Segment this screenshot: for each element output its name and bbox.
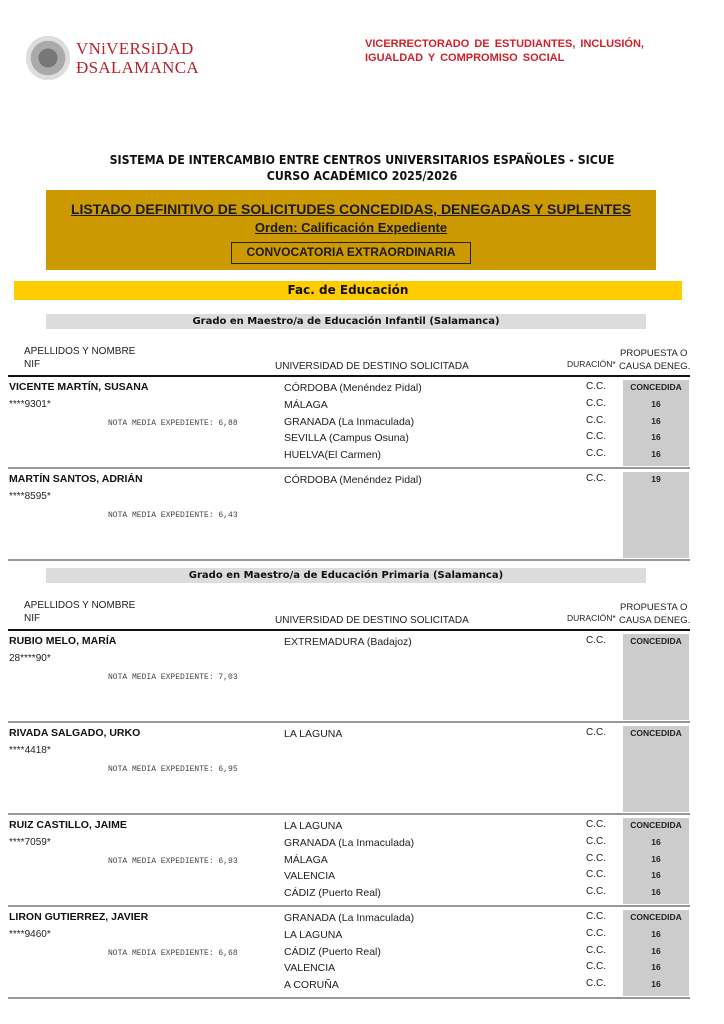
- university-seal-icon: [26, 36, 70, 80]
- vicerrectorado-line-1: VICERRECTORADO DE ESTUDIANTES, INCLUSIÓN,: [365, 38, 644, 50]
- destination-name: LA LAGUNA: [284, 820, 343, 832]
- destination-name: GRANADA (La Inmaculada): [284, 912, 415, 924]
- destination-name: SEVILLA (Campus Osuna): [284, 432, 409, 445]
- course-title: CURSO ACADÉMICO 2025/2026: [266, 169, 458, 183]
- destination-name: MÁLAGA: [284, 398, 328, 411]
- nota-media: NOTA MEDIA EXPEDIENTE: 6,43: [108, 511, 238, 520]
- proposal-result: 16: [651, 870, 661, 881]
- column-header-destination: UNIVERSIDAD DE DESTINO SOLICITADA: [275, 615, 469, 626]
- proposal-result: CONCEDIDA: [630, 820, 682, 830]
- logo-line-2: ÐSALAMANCA: [76, 58, 199, 77]
- column-header-destination: UNIVERSIDAD DE DESTINO SOLICITADA: [275, 361, 469, 372]
- proposal-result: CONCEDIDA: [630, 728, 682, 738]
- duration-value: C.C.: [586, 414, 606, 426]
- proposal-result: 16: [651, 432, 661, 443]
- student-name: LIRON GUTIERREZ, JAVIER: [9, 911, 149, 923]
- orden-subtitle: Orden: Calificación Expediente: [254, 220, 448, 235]
- degree-header: Grado en Maestro/a de Educación Infantil (Salamanca): [46, 314, 646, 329]
- proposal-result: 16: [651, 979, 661, 990]
- logo-line-1: VNiVERSiDAD: [76, 39, 194, 58]
- row-divider: [8, 905, 690, 907]
- proposal-result: 16: [651, 928, 661, 939]
- header-divider: [8, 629, 690, 631]
- listado-title: LISTADO DEFINITIVO DE SOLICITUDES CONCEDIDAS, DENEGADAS Y SUPLENTES: [70, 201, 632, 217]
- destination-name: VALENCIA: [284, 870, 336, 883]
- duration-value: C.C.: [586, 852, 606, 864]
- duration-value: C.C.: [586, 381, 606, 392]
- header-divider: [8, 375, 690, 377]
- destination-name: HUELVA(El Carmen): [284, 449, 382, 462]
- student-nif: ****4418*: [9, 745, 51, 756]
- column-header-proposal-2: CAUSA DENEG.: [619, 361, 691, 372]
- student-nif: ****9301*: [9, 399, 51, 410]
- destination-name: CÓRDOBA (Menéndez Pidal): [284, 382, 422, 394]
- nota-media: NOTA MEDIA EXPEDIENTE: 6,95: [108, 765, 238, 774]
- duration-value: C.C.: [586, 835, 606, 847]
- university-name: [76, 39, 199, 77]
- destination-name: GRANADA (La Inmaculada): [284, 415, 415, 428]
- proposal-result: 16: [651, 836, 661, 847]
- destination-name: GRANADA (La Inmaculada): [284, 836, 415, 849]
- proposal-result: 16: [651, 887, 661, 898]
- row-divider: [8, 559, 690, 561]
- row-divider: [8, 721, 690, 723]
- vicerrectorado-line-2: IGUALDAD Y COMPROMISO SOCIAL: [365, 52, 565, 64]
- row-divider: [8, 997, 690, 999]
- proposal-result: 16: [651, 449, 661, 460]
- destination-name: VALENCIA: [284, 962, 336, 975]
- destination-name: CÁDIZ (Puerto Real): [284, 945, 381, 958]
- destination-name: LA LAGUNA: [284, 728, 343, 740]
- student-name: RUIZ CASTILLO, JAIME: [9, 819, 127, 831]
- system-title: SISTEMA DE INTERCAMBIO ENTRE CENTROS UNIVERSITARIOS ESPAÑOLES - SICUE: [109, 153, 615, 167]
- destination-name: A CORUÑA: [284, 979, 339, 992]
- proposal-result: 16: [651, 853, 661, 864]
- duration-value: C.C.: [586, 635, 606, 646]
- proposal-result: 16: [651, 945, 661, 956]
- vicerrectorado-heading: [365, 37, 644, 65]
- duration-value: C.C.: [586, 961, 606, 973]
- proposal-result: CONCEDIDA: [630, 382, 682, 392]
- proposal-result: 16: [651, 398, 661, 409]
- duration-value: C.C.: [586, 869, 606, 881]
- student-name: RIVADA SALGADO, URKO: [9, 727, 141, 739]
- nota-media: NOTA MEDIA EXPEDIENTE: 6,93: [108, 857, 238, 866]
- column-header-nif: NIF: [24, 613, 41, 624]
- destination-name: LA LAGUNA: [284, 928, 343, 941]
- nota-media: NOTA MEDIA EXPEDIENTE: 7,03: [108, 673, 238, 682]
- nota-media: NOTA MEDIA EXPEDIENTE: 6,68: [108, 949, 238, 958]
- destination-name: EXTREMADURA (Badajoz): [284, 636, 412, 648]
- duration-value: C.C.: [586, 911, 606, 922]
- student-name: VICENTE MARTÍN, SUSANA: [9, 381, 149, 393]
- proposal-result: CONCEDIDA: [630, 912, 682, 922]
- duration-value: C.C.: [586, 927, 606, 939]
- duration-value: C.C.: [586, 886, 606, 898]
- proposal-result: 19: [651, 474, 661, 484]
- duration-value: C.C.: [586, 944, 606, 956]
- row-divider: [8, 813, 690, 815]
- student-nif: ****8595*: [9, 491, 51, 502]
- proposal-result: 16: [651, 415, 661, 426]
- student-nif: 28****90*: [9, 653, 51, 664]
- column-header-name: APELLIDOS Y NOMBRE: [24, 346, 136, 357]
- duration-value: C.C.: [586, 431, 606, 443]
- column-header-proposal-1: PROPUESTA O: [620, 348, 688, 359]
- student-name: MARTÍN SANTOS, ADRIÁN: [9, 473, 143, 485]
- faculty-bar: Fac. de Educación: [14, 281, 682, 300]
- university-logo: [26, 36, 199, 82]
- nota-media: NOTA MEDIA EXPEDIENTE: 6,88: [108, 419, 238, 428]
- duration-value: C.C.: [586, 727, 606, 738]
- document-title: [29, 152, 695, 184]
- student-name: RUBIO MELO, MARÍA: [9, 635, 117, 647]
- column-header-name: APELLIDOS Y NOMBRE: [24, 600, 136, 611]
- column-header-proposal-1: PROPUESTA O: [620, 602, 688, 613]
- row-divider: [8, 467, 690, 469]
- column-header-proposal-2: CAUSA DENEG.: [619, 615, 691, 626]
- duration-value: C.C.: [586, 448, 606, 460]
- degree-header: Grado en Maestro/a de Educación Primaria (Salamanca): [46, 568, 646, 583]
- column-header-duration: DURACIÓN*: [567, 613, 616, 623]
- duration-value: C.C.: [586, 978, 606, 990]
- convocatoria-label: CONVOCATORIA EXTRAORDINARIA: [231, 242, 471, 264]
- proposal-result: 16: [651, 962, 661, 973]
- duration-value: C.C.: [586, 819, 606, 830]
- column-header-duration: DURACIÓN*: [567, 359, 616, 369]
- proposal-result: CONCEDIDA: [630, 636, 682, 646]
- duration-value: C.C.: [586, 397, 606, 409]
- duration-value: C.C.: [586, 473, 606, 484]
- column-header-nif: NIF: [24, 359, 41, 370]
- destination-name: CÓRDOBA (Menéndez Pidal): [284, 474, 422, 486]
- destination-name: MÁLAGA: [284, 853, 328, 866]
- student-nif: ****7059*: [9, 837, 51, 848]
- destination-name: CÁDIZ (Puerto Real): [284, 887, 381, 900]
- student-nif: ****9460*: [9, 929, 51, 940]
